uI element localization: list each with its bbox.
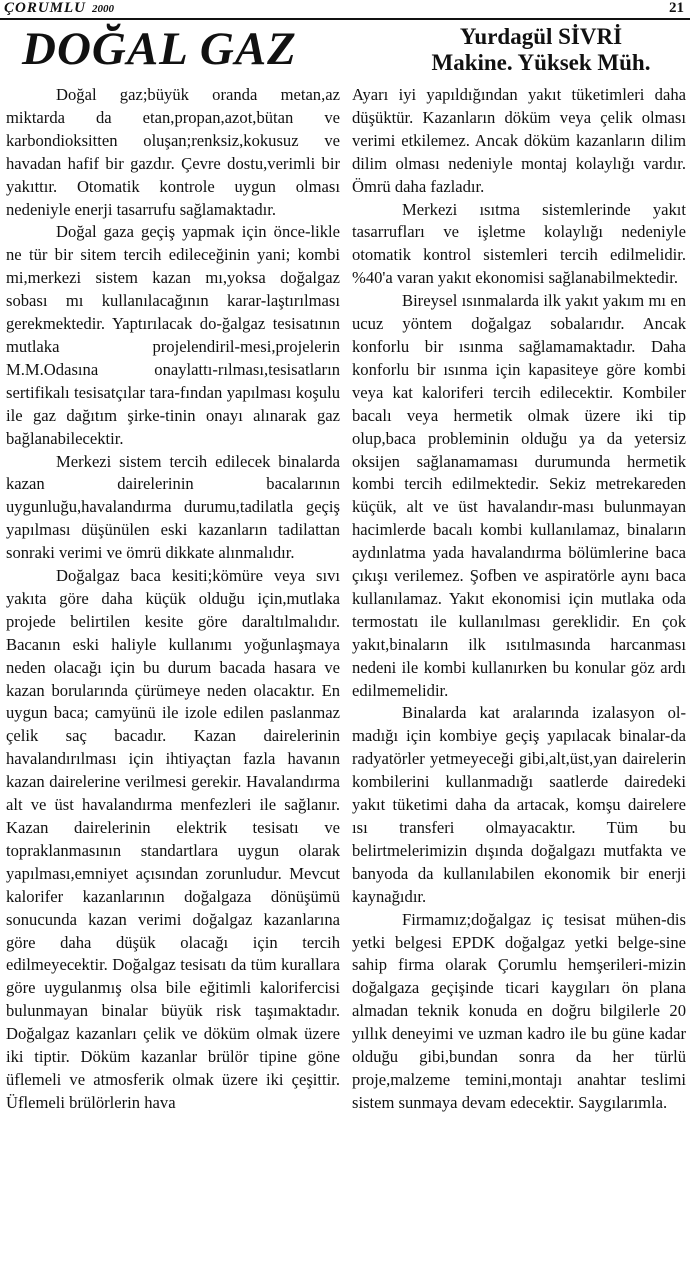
page-header: [0, 0, 690, 20]
paragraph: Doğalgaz baca kesiti;kömüre veya sıvı yakıta göre daha küçük olduğu için,mutlaka projede belirtilen kesite göre daraltılmalıdır. Bacanın eski haliyle kullanımı yoğunlaşmaya neden olacağı için bu durum bacada hasara ve kazan borularında çürümeye neden olacaktır. En uygun baca; camyünü ile izole edilen paslanmaz çelik saç bacadır. Kazan dairelerinin havalandırılması için ihtiyaçtan fazla havanın kazan dairelerine verilmesi gerekir. Havalandırma alt ve üst havalandırma menfezleri ile sağlanır. Kazan dairelerinin elektrik tesisatı ve topraklanmasının standartlara uygun olarak yapılması,emniyet açısından zorunludur. Mevcut kalorifer kazanlarının doğalgaza dönüşümü sonucunda kazan verimi doğalgaz kazanlarına göre daha düşük olacağı için tercih edilmeyecektir. Doğalgaz tesisatı da tüm kurallara göre uygulanmış olsa bile eğitimli kalorifercisi bulunmayan binalar büyük risk taşımaktadır. Doğalgaz kazanları çelik ve döküm olmak üzere iki tiptir. Döküm kazanlar brülör tipine göne üflemeli ve atmosferik olmak üzere iki çeşittir. Üflemeli brülörlerin hava: [6, 566, 340, 1112]
author-block: [400, 24, 682, 76]
paragraph: Firmamız;doğalgaz iç tesisat mühen-dis yetki belgesi EPDK doğalgaz yetki belge-sine sahip firma olarak Çorumlu hemşerileri-mizin doğalgaza geçişinde ticari kaygıları ön plana almadan teknik konuda en doğru bilgilerle 20 yıllık deneyimi ve uzman kadro ile bu güne kadar olduğu gibi,bundan sonra da her türlü proje,malzeme temini,montajı anahtar teslimi sistem sunmaya devam edecektir. Saygılarımla.: [352, 909, 686, 1112]
magazine-year: 2000: [92, 3, 115, 15]
paragraph: Ayarı iyi yapıldığından yakıt tüketimleri daha düşüktür. Kazanların döküm veya çelik olması verimi etkilemez. Ancak döküm kazanların dilim dilim olması nedeniyle montaj kolaylığı vardır. Ömrü daha fazladır.: [352, 85, 686, 196]
paragraph: Merkezi sistem tercih edilecek binalarda kazan dairelerinin bacalarının uygunluğu,havalandırma durumu,tadilatla geçiş yapılması düşünülen eski kazanların tadilattan sonraki verimi ve ömrü dikkate alınmalıdır.: [6, 451, 340, 563]
right-column: [352, 84, 686, 1115]
magazine-title: ÇORUMLU: [4, 0, 87, 16]
author-title: Makine. Yüksek Müh.: [431, 50, 651, 75]
left-column: [6, 84, 340, 1115]
paragraph: Doğal gaz;büyük oranda metan,az miktarda da etan,propan,azot,bütan ve karbondioksitten oluşan;renksiz,kokusuz ve havadan hafif bir gazdır. Çevre dostu,verimli bir yakıttır. Otomatik kontrole uygun olması nedeniyle enerji tasarrufu sağlamaktadır.: [6, 85, 340, 219]
paragraph: Merkezi ısıtma sistemlerinde yakıt tasarrufları ve işletme kolaylığı nedeniyle otomatik kontrol sistemleri tercih edilmelidir. %40'a varan yakıt ekonomisi sağlanabilmektedir.: [352, 199, 686, 288]
magazine-name: [4, 0, 114, 17]
article-title: DOĞAL GAZ: [22, 23, 297, 75]
author-name: Yurdagül SİVRİ: [459, 24, 623, 49]
page-number: 21: [669, 0, 684, 16]
paragraph: Doğal gaza geçiş yapmak için önce-likle ne tür bir sitem tercih edileceğinin yani; kombi mi,merkezi sistem kazan mı,yoksa doğalgaz sobası mı kullanılacağının karar-laştırılması gerekmektedir. Yaptırılacak do-ğalgaz tesisatının mutlaka projelendiril-mesi,projelerin M.M.Odasına onaylattı-rılması,tesisatların sertifikalı tesisatçılar tara-fından yapılması koşulu ile gaz dağıtım şirke-tinin onayı alınarak gaz bağlanabilecektir.: [6, 222, 340, 448]
paragraph: Binalarda kat aralarında izalasyon ol-madığı için kombiye geçiş yapılacak binalar-da radyatörler yetmeyeceği gibi,alt,üst,yan dairelerin kombilerini kullanmadığı saatlerde dairedeki yakıt tüketimi daha da artacak, komşu dairelere ısı transferi olmayacaktır. Tüm bu belirtmelerimizin dışında doğalgazı mutfakta ve banyoda da kullanılabilen ekonomik bir enerji kaynağıdır.: [352, 703, 686, 906]
paragraph: Bireysel ısınmalarda ilk yakıt yakım mı en ucuz yöntem doğalgaz sobalarıdır. Ancak konforlu bir ısınma sağlamamaktadır. Daha konforlu bir ısınma için kapasiteye göre kombi veya kat kaloriferi tercih edilecektir. Kombiler bacalı veya hermetik olmak üzere iki tip olup,baca probleminin olduğu ya da yetersiz oksijen sağlanamaması durumunda hermetik kombi tercih edilmektedir. Sekiz metrekareden küçük, alt ve üst havalandır-ması bulunmayan hacimlerde bacalı kombi kullanılamaz, binaların aydınlatma yada havalandırma bölümlerine baca çıkışı verilemez. Şofben ve aspiratörle aynı baca kullanılamaz. Yakıt ekonomisi için mutlaka oda termostatı ile kullanılması gereklidir. En çok yakıt,binaların ilk ısıtılmasında harcanması nedeni ile kombi kullanırken bu konular göz ardı edilmemelidir.: [352, 291, 686, 700]
header-rule: [0, 18, 690, 20]
